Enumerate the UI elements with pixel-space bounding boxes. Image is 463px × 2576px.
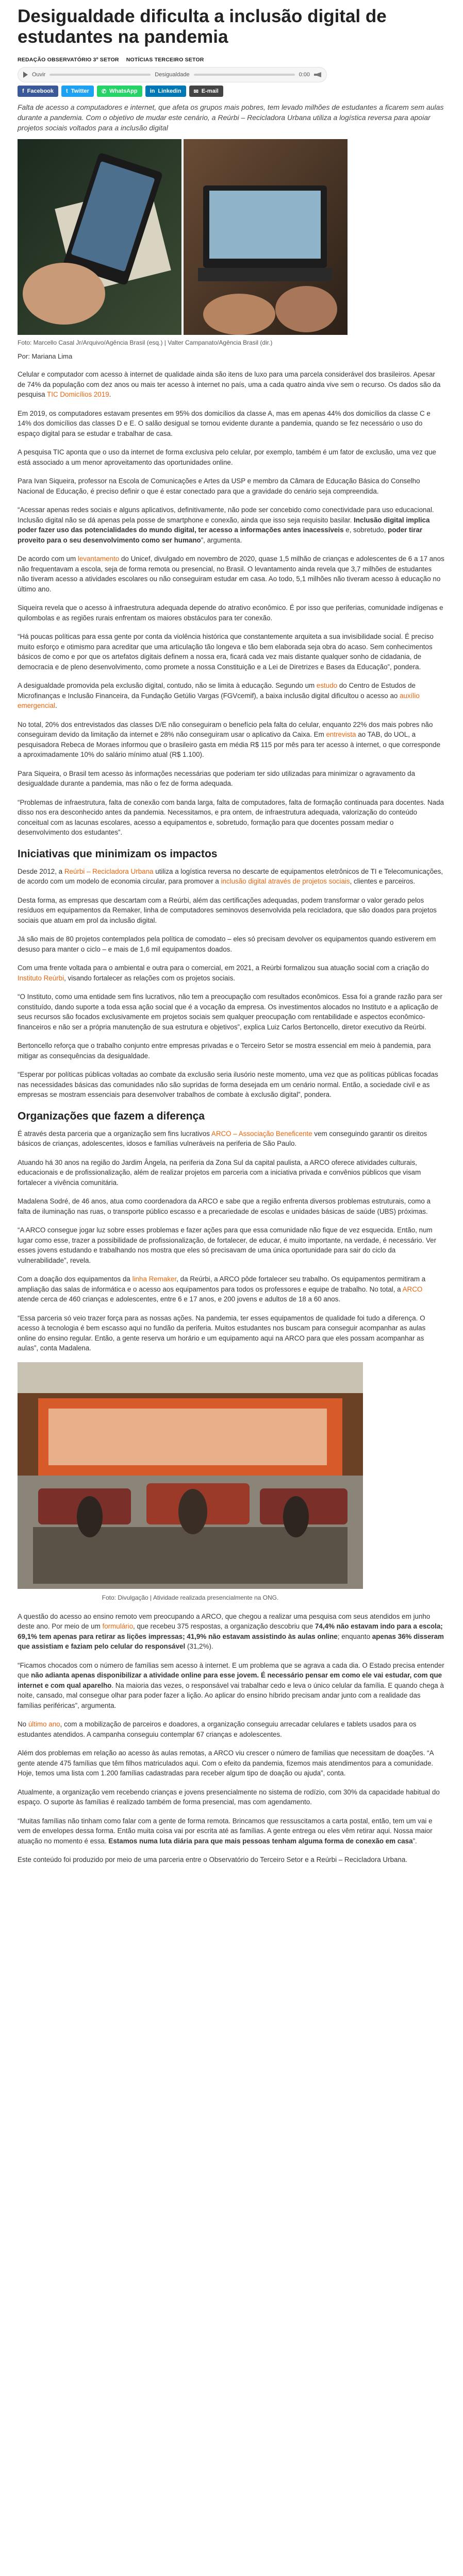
link-estudo[interactable]: estudo xyxy=(316,682,338,689)
volume-icon[interactable] xyxy=(314,72,321,77)
arco-photo xyxy=(18,1362,363,1601)
paragraph: Desde 2012, a Reúrbi – Recicladora Urbana utiliza a logística reversa no descarte de equipamentos eletrônicos de TI e Telecomunicações, de acordo com um modelo de economia circular, para promover a inclusão digital através de projetos sociais, clientes e parceiros. xyxy=(18,867,443,885)
twitter-icon: t xyxy=(66,88,68,94)
paragraph: A questão do acesso ao ensino remoto vem preocupando a ARCO, que chegou a realizar uma pesquisa com seus atendidos em junho deste ano. Por meio de um formulário, que recebeu 375 respostas, a organização descobriu que 74,4% não estavam indo para a escola; 69,1% tem apenas para retirar as lições impressas; 41,9% não estavam assistindo às aulas online; enquanto apenas 36% disseram que assistiam e faziam pelo celular do responsável (31,2%). xyxy=(18,1612,444,1650)
link-reurbi[interactable]: Reúrbi – Recicladora Urbana xyxy=(64,867,154,875)
paragraph: Em 2019, os computadores estavam presentes em 95% dos domicílios da classe A, mas em apenas 44% dos domicílios da classe C e 14% dos domicílios das classes D e E. O salão desigual se tornou evidente durante a pandemia, quando se fez necessário o uso do espaço digital para se estudar e trabalhar de casa. xyxy=(18,409,431,437)
classroom-illustration xyxy=(18,1362,363,1589)
link-linha-remaker[interactable]: linha Remaker xyxy=(132,1275,177,1283)
paragraph: Atualmente, a organização vem recebendo crianças e jovens presencialmente no sistema de rodízio, com 30% da capacidade habitual do espaço. O suporte às famílias é realizado também de forma presencial, mas com agendamento. xyxy=(18,1788,440,1806)
paragraph: “Problemas de infraestrutura, falta de conexão com banda larga, falta de computadores, falta de formação continuada para docentes. Nada disso nos era desconhecido antes da pandemia. Necessitamos, e pra ontem, de infraestrutura adequada, valorização do conteúdo conceitual com as lacunas escolares, acesso a equipamentos e, sobretudo, formação para que docentes possam mediar o desenvolvimento dos estudantes”. xyxy=(18,798,444,836)
link-tic-domicilios[interactable]: TIC Domicílios 2019 xyxy=(47,391,109,398)
paragraph: Para Ivan Siqueira, professor na Escola de Comunicações e Artes da USP e membro da Câmara de Educação Básica do Conselho Nacional de Educação, é preciso definir o que é estar conectado para que a gravidade do cenário seja compreendida. xyxy=(18,477,420,495)
share-button-linkedin[interactable] xyxy=(145,86,186,97)
photo-collage-illustration xyxy=(18,139,348,335)
paragraph: “Muitas famílias não tinham como falar com a gente de forma remota. Brincamos que ressuscitamos a carta postal, então, tem um vai e vem de envelopes dessa forma. Então muita coisa vai por escrita até as famílias. A gente entrega ou eles vêm retirar aqui. Nossa maior atuação no momento é essa. Estamos numa luta diária para que mais pessoas tenham alguma forma de conexão em casa”. xyxy=(18,1817,433,1845)
paragraph: No último ano, com a mobilização de parceiros e doadores, a organização conseguiu arrecadar celulares e tablets usados para os estudantes atendidos. A campanha conseguiu contemplar 67 crianças e adolescentes. xyxy=(18,1720,417,1738)
progress-bar[interactable] xyxy=(49,74,151,76)
facebook-icon: f xyxy=(22,88,24,94)
paragraph: Madalena Sodré, de 46 anos, atua como coordenadora da ARCO e sabe que a região enfrenta diversos problemas estruturais, como a falta de iluminação nas ruas, o transporte público escasso e a precariedade de escolas e unidades básicas de saúde (UBS) próximas. xyxy=(18,1197,431,1215)
paragraph: Já são mais de 80 projetos contemplados pela política de comodato – eles só precisam devolver os equipamentos quando estiverem em desuso para manter o ciclo – e mais de 1,6 mil equipamentos doados. xyxy=(18,935,436,953)
share-button-whatsapp[interactable] xyxy=(97,86,142,97)
section-heading-iniciativas: Iniciativas que minimizam os impactos xyxy=(18,848,218,860)
paragraph: Com uma frente voltada para o ambiental e outra para o comercial, em 2021, a Reúrbi formalizou sua atuação social com a criação do Instituto Reúrbi, visando fortalecer as relações com os projetos sociais. xyxy=(18,964,429,982)
arco-photo-caption: Foto: Divulgação | Atividade realizada presencialmente na ONG. xyxy=(102,1594,279,1601)
paragraph: Além dos problemas em relação ao acesso às aulas remotas, a ARCO viu crescer o número de famílias que necessitam de doações. “A gente atende 475 famílias que têm filhos matriculados aqui. Com o efeito da pandemia, fizemos mais atendimentos para a comunidade. Hoje, temos uma lista com 1.200 famílias cadastradas para receber algum tipo de doação ou ajuda”, conta. xyxy=(18,1749,434,1777)
paragraph: “Acessar apenas redes sociais e alguns aplicativos, definitivamente, não pode ser concebido como conectividade para uso educacional. Inclusão digital não se dá apenas pela posse de smartphone e conexão, ainda que isso seja requisito basilar. Inclusão digital implica poder fazer uso das potencialidades do mundo digital, ter acesso a informações antes inacessíveis e, sobretudo, poder tirar proveito para o seu desenvolvimento como ser humano”, argumenta. xyxy=(18,506,434,544)
share-button-twitter[interactable] xyxy=(61,86,94,97)
article-author: Por: Mariana Lima xyxy=(18,352,73,360)
arco-photo-image xyxy=(18,1362,363,1589)
linkedin-icon: in xyxy=(150,88,155,94)
share-button-facebook[interactable] xyxy=(18,86,58,97)
link-inclusao-digital[interactable]: inclusão digital através de projetos sociais xyxy=(221,877,350,885)
header-photo xyxy=(18,139,348,346)
share-label: Linkedin xyxy=(158,88,181,94)
paragraph: Celular e computador com acesso à internet de qualidade ainda são itens de luxo para uma parcela considerável dos brasileiros. Apesar de 74% da população com dez anos ou mais ter acesso à internet no país, uma a cada quatro ainda vive sem o recurso. Os dados são da pesquisa TIC Domicílios 2019. xyxy=(18,370,441,398)
link-levantamento[interactable]: levantamento xyxy=(77,555,120,563)
article-meta-row xyxy=(18,57,444,63)
article-lead: Falta de acesso a computadores e internet, que afeta os grupos mais pobres, tem levado milhões de estudantes a ficarem sem aulas durante a pandemia. Com o objetivo de mudar este cenário, a Reúrbi – Recicladora Urbana utiliza a logística reversa para apoiar projetos sociais voltados para a inclusão digital xyxy=(18,103,444,132)
paragraph: No total, 20% dos entrevistados das classes D/E não conseguiram o benefício pela falta do celular, enquanto 22% dos mais pobres não conseguiram devido da limitação da internet e 28% não conseguiram usar o aplicativo da Caixa. Em entrevista ao TAB, do UOL, a pesquisadora Rebeca de Moraes informou que o brasileiro gasta em média R$ 115 por mês para ter acesso à internet, o que corresponde a aproximadamente 10% do salário mínimo atual (R$ 1.100). xyxy=(18,720,441,758)
header-photo-caption: Foto: Marcello Casal Jr/Arquivo/Agência Brasil (esq.) | Valter Campanato/Agência Brasil (dir.) xyxy=(18,339,273,346)
share-button-email[interactable] xyxy=(189,86,223,97)
share-label: E-mail xyxy=(201,88,219,94)
link-auxilio[interactable]: auxílio emergencial xyxy=(18,691,420,709)
voice-label: Ouvir xyxy=(32,72,46,78)
paragraph: “Ficamos chocados com o número de famílias sem acesso à internet. E um problema que se agrava a cada dia. O Estado precisa entender que não adianta apenas disponibilizar a atividade online para esse jovem. É necessário pensar em como ele vai estudar, com que internet e com qual aparelho. Na maioria das vezes, o responsável vai trabalhar cedo e leva o único celular da família. E quando chega à noite, cansado, mal consegue olhar para poder fazer a lição. Ao aplicar do ensino híbrido precisam andar junto com a realidade das famílias periféricas”, argumenta. xyxy=(18,1661,444,1709)
paragraph: “A ARCO consegue jogar luz sobre esses problemas e fazer ações para que essa comunidade não fique de vez esquecida. Então, num lugar como esse, trazer a possibilidade de profissionalização, de fortalecer, de educar, é muito importante, na verdade, é necessário. Ver esses jovens estudando e trabalhando nos mostra que eles só precisavam de uma única oportunidade para sair do ciclo da vulnerabilidade”, revela. xyxy=(18,1226,437,1264)
audio-title: Desigualdade xyxy=(155,72,190,78)
whatsapp-icon: ✆ xyxy=(101,88,107,95)
share-label: WhatsApp xyxy=(109,88,138,94)
play-icon[interactable] xyxy=(23,72,28,78)
header-photo-image xyxy=(18,139,348,335)
paragraph: A pesquisa TIC aponta que o uso da internet de forma exclusiva pelo celular, por exemplo, também é um fator de exclusão, uma vez que está associado a um menor aproveitamento das oportunidades online. xyxy=(18,448,436,466)
link-ultimo-ano[interactable]: último ano xyxy=(28,1720,60,1728)
paragraph: “Há poucas políticas para essa gente por conta da violência histórica que constantemente arquiteta a sua invisibilidade social. É preciso muito esforço e otimismo para acreditar que uma articulação tão longeva e tão bem elaborada seja obra do acaso. Sem conhecimentos básicos de como e por que os artefatos digitais definem a nossa era, ficará cada vez mais distante qualquer sonho de cidadania, de democracia e de pleno desenvolvimento, como promete a nossa Constituição e a Lei de Diretrizes e Bases da Educação”, pondera. xyxy=(18,633,434,671)
paragraph: Siqueira revela que o acesso à infraestrutura adequada depende do atrativo econômico. É por isso que periferias, comunidade indígenas e quilombolas e as regiões rurais enfrentam os maiores obstáculos para ter conexão. xyxy=(18,604,443,622)
share-label: Twitter xyxy=(71,88,89,94)
paragraph: “Essa parceria só veio trazer força para as nossas ações. Na pandemia, ter esses equipamentos de qualidade foi tudo a diferença. O acesso à tecnologia é bem escasso aqui no fundão da periferia. Muitos estudantes nos buscam para conseguir acompanhar as aulas online do ensino regular. Então, a gente reserva um horário e um equipamento aqui na ARCO para que eles possam acompanhar as aulas”, conta Madalena. xyxy=(18,1314,426,1352)
author-byline[interactable]: REDAÇÃO OBSERVATÓRIO 3º SETOR xyxy=(18,57,119,63)
progress-track[interactable] xyxy=(194,74,295,76)
link-formulario[interactable]: formulário xyxy=(102,1622,134,1630)
paragraph: Bertoncello reforça que o trabalho conjunto entre empresas privadas e o Terceiro Setor se mostra essencial em meio à pandemia, para mitigar as consequências da desigualdade. xyxy=(18,1042,431,1060)
paragraph: É através desta parceria que a organização sem fins lucrativos ARCO – Associação Beneficente vem conseguindo garantir os direitos básicos de crianças, adolescentes, idosos e famílias vulneráveis na periferia de São Paulo. xyxy=(18,1129,427,1147)
category-label[interactable]: NOTÍCIAS TERCEIRO SETOR xyxy=(126,57,204,63)
paragraph: De acordo com um levantamento do Unicef, divulgado em novembro de 2020, quase 1,5 milhão de crianças e adolescentes de 6 a 17 anos não frequentavam a escola, seja de forma remota ou presencial, no Brasil. O levantamento ainda revela que 3,7 milhões de estudantes não tiveram acesso a atividades escolares ou não conseguiram estudar em casa. Ao todo, 5,1 milhões não tiveram acesso à educação no último ano. xyxy=(18,555,444,593)
email-icon: ✉ xyxy=(193,88,199,95)
paragraph: Para Siqueira, o Brasil tem acesso às informações necessárias que poderiam ter sido utilizadas para minimizar o agravamento da desigualdade durante a pandemia, mas não o fez de forma adequada. xyxy=(18,769,416,787)
link-entrevista[interactable]: entrevista xyxy=(326,731,356,738)
footer-note: Este conteúdo foi produzido por meio de uma parceria entre o Observatório do Terceiro Setor e a Reúrbi – Recicladora Urbana. xyxy=(18,1856,407,1863)
paragraph: Atuando há 30 anos na região do Jardim Ângela, na periferia da Zona Sul da capital paulista, a ARCO oferece atividades culturais, educacionais e de profissionalização, além de realizar projetos em parceria com a iniciativa privada e convênios públicos que visam fortalecer a vivência comunitária. xyxy=(18,1158,421,1187)
paragraph: Desta forma, as empresas que descartam com a Reúrbi, além das certificações adequadas, podem transformar o valor gerado pelos resíduos em equipamentos da Remaker, linha de computadores seminovos desenvolvida pela recicladora, que são doados para projetos sociais que atuam em prol da inclusão digital. xyxy=(18,896,437,924)
article-title: Desigualdade dificulta a inclusão digital de estudantes na pandemia xyxy=(18,6,387,47)
time-readout: 0:00 xyxy=(299,72,310,78)
share-bar xyxy=(18,86,444,97)
link-arco-2[interactable]: ARCO xyxy=(402,1285,423,1293)
share-label: Facebook xyxy=(27,88,54,94)
section-heading-organizacoes: Organizações que fazem a diferença xyxy=(18,1110,205,1122)
audio-player xyxy=(18,67,327,82)
paragraph: Com a doação dos equipamentos da linha Remaker, da Reúrbi, a ARCO pôde fortalecer seu trabalho. Os equipamentos permitiram a ampliação das salas de informática e o acesso aos equipamentos para todos os professores e equipe de trabalho. No total, a ARCO atende cerca de 460 crianças e adolescentes, entre 6 e 17 anos, e 200 jovens e adultos de 18 a 60 anos. xyxy=(18,1275,426,1303)
article xyxy=(0,6,463,1865)
paragraph: “Esperar por políticas públicas voltadas ao combate da exclusão seria ilusório neste momento, uma vez que as políticas públicas focadas nas necessidades básicas das comunidades não são supridas de forma desejada em um cenário normal. Então, a sociedade civil e as empresas se mostram essenciais para desenvolver trabalhos de combate à exclusão digital”, pondera. xyxy=(18,1071,438,1098)
paragraph: A desigualdade promovida pela exclusão digital, contudo, não se limita à educação. Segundo um estudo do Centro de Estudos de Microfinanças e Inclusão Financeira, da Fundação Getúlio Vargas (FGVcemif), a baixa inclusão digital dificultou o acesso ao auxílio emergencial. xyxy=(18,682,420,709)
paragraph: “O Instituto, como uma entidade sem fins lucrativos, não tem a preocupação com resultados econômicos. Essa foi a grande razão para ser constituído, dando suporte a toda essa ação social que é a vocação da empresa. Os investimentos alocados no Instituto e a aplicação de seus recursos são focados exclusivamente em projetos sociais sem qualquer preocupação com rentabilidade e aspectos econômico-financeiros e não ser a própria manutenção de sua estrutura e objetivos”, explica Luiz Carlos Bertoncello, diretor executivo da Reúrbi. xyxy=(18,993,442,1031)
link-arco[interactable]: ARCO – Associação Beneficente xyxy=(211,1129,312,1138)
link-instituto-reurbi[interactable]: Instituto Reúrbi xyxy=(18,974,64,982)
